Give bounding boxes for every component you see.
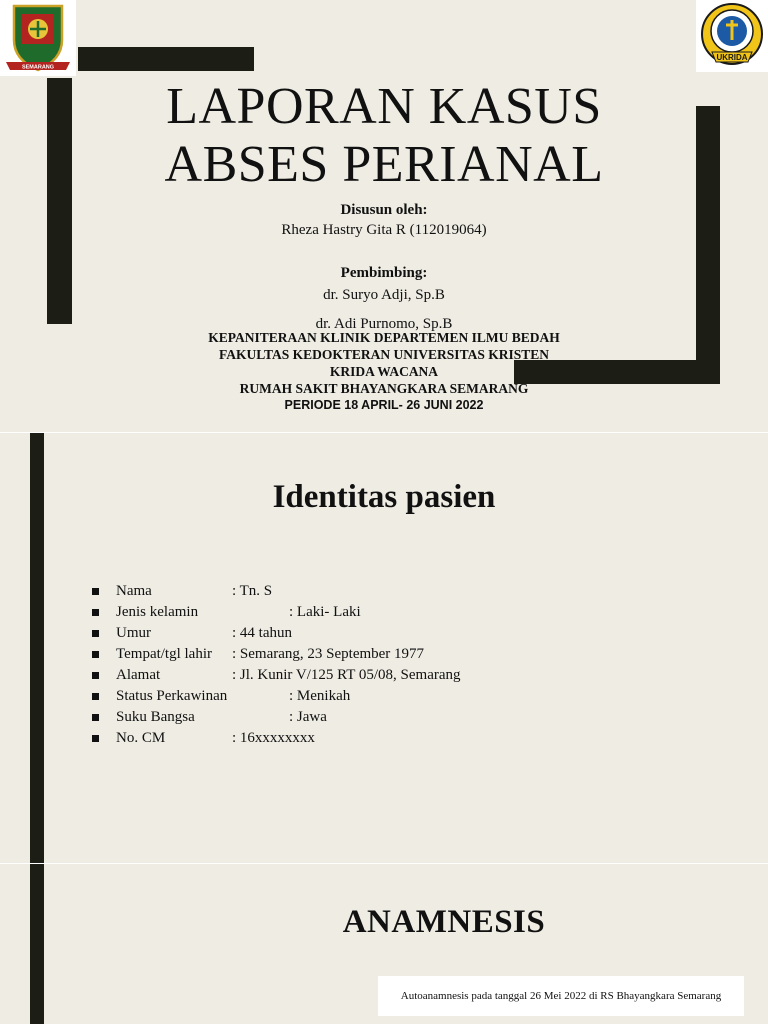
institution-line-1: KEPANITERAAN KLINIK DEPARTEMEN ILMU BEDAH [208, 330, 560, 345]
anamnesis-note: Autoanamnesis pada tanggal 26 Mei 2022 di RS Bhayangkara Semarang [378, 976, 744, 1016]
item-label: Umur [116, 625, 151, 641]
bullet-icon [92, 609, 99, 616]
item-value: : Jawa [289, 709, 327, 725]
bullet-icon [92, 735, 99, 742]
bullet-icon [92, 672, 99, 679]
institution-line-4: RUMAH SAKIT BHAYANGKARA SEMARANG [239, 381, 529, 396]
semarang-city-logo [0, 0, 76, 76]
identity-slide [0, 433, 768, 863]
title-slide [0, 0, 768, 432]
title-line-2: ABSES PERIANAL [164, 136, 604, 193]
item-value: : 44 tahun [232, 625, 292, 641]
item-label: Status Perkawinan [116, 688, 228, 704]
frame-bar-right [696, 106, 720, 384]
item-label: Suku Bangsa [116, 709, 195, 725]
item-value: : Laki- Laki [289, 604, 361, 620]
item-value: : Jl. Kunir V/125 RT 05/08, Semarang [232, 667, 461, 683]
item-label: No. CM [116, 730, 166, 746]
institution-line-2: FAKULTAS KEDOKTERAN UNIVERSITAS KRISTEN [219, 347, 549, 362]
bullet-icon [92, 630, 99, 637]
identity-title: Identitas pasien [272, 479, 496, 515]
anamnesis-slide [0, 864, 768, 1024]
item-value: : Semarang, 23 September 1977 [232, 646, 425, 662]
bullet-icon [92, 714, 99, 721]
svg-text:UKRIDA: UKRIDA [716, 53, 748, 62]
title-line-1: LAPORAN KASUS [166, 78, 602, 135]
frame-bar-left [47, 78, 72, 324]
bullet-icon [92, 693, 99, 700]
author-label: Disusun oleh: [340, 202, 428, 218]
semarang-shield-icon [0, 0, 76, 76]
supervisor-2: dr. Adi Purnomo, Sp.B [315, 316, 453, 332]
frame-bar-top [78, 47, 254, 71]
supervisor-1: dr. Suryo Adji, Sp.B [323, 287, 445, 303]
item-value: : 16xxxxxxxx [232, 730, 315, 746]
period: PERIODE 18 APRIL- 26 JUNI 2022 [284, 398, 484, 412]
item-value: : Tn. S [232, 583, 273, 599]
svg-text:SEMARANG: SEMARANG [21, 64, 55, 71]
author-name: Rheza Hastry Gita R (112019064) [281, 222, 487, 238]
bullet-icon [92, 588, 99, 595]
supervisor-label: Pembimbing: [340, 265, 428, 281]
item-label: Nama [116, 583, 152, 599]
ukrida-logo [696, 0, 768, 72]
item-label: Tempat/tgl lahir [116, 646, 213, 662]
institution-line-3: KRIDA WACANA [329, 364, 439, 379]
report-title [100, 78, 668, 194]
item-label: Alamat [116, 667, 161, 683]
item-value: : Menikah [289, 688, 351, 704]
item-label: Jenis kelamin [116, 604, 199, 620]
bullet-icon [92, 651, 99, 658]
ukrida-seal-icon [696, 0, 768, 72]
left-accent-bar [30, 864, 44, 1024]
anamnesis-title: ANAMNESIS [342, 904, 546, 940]
